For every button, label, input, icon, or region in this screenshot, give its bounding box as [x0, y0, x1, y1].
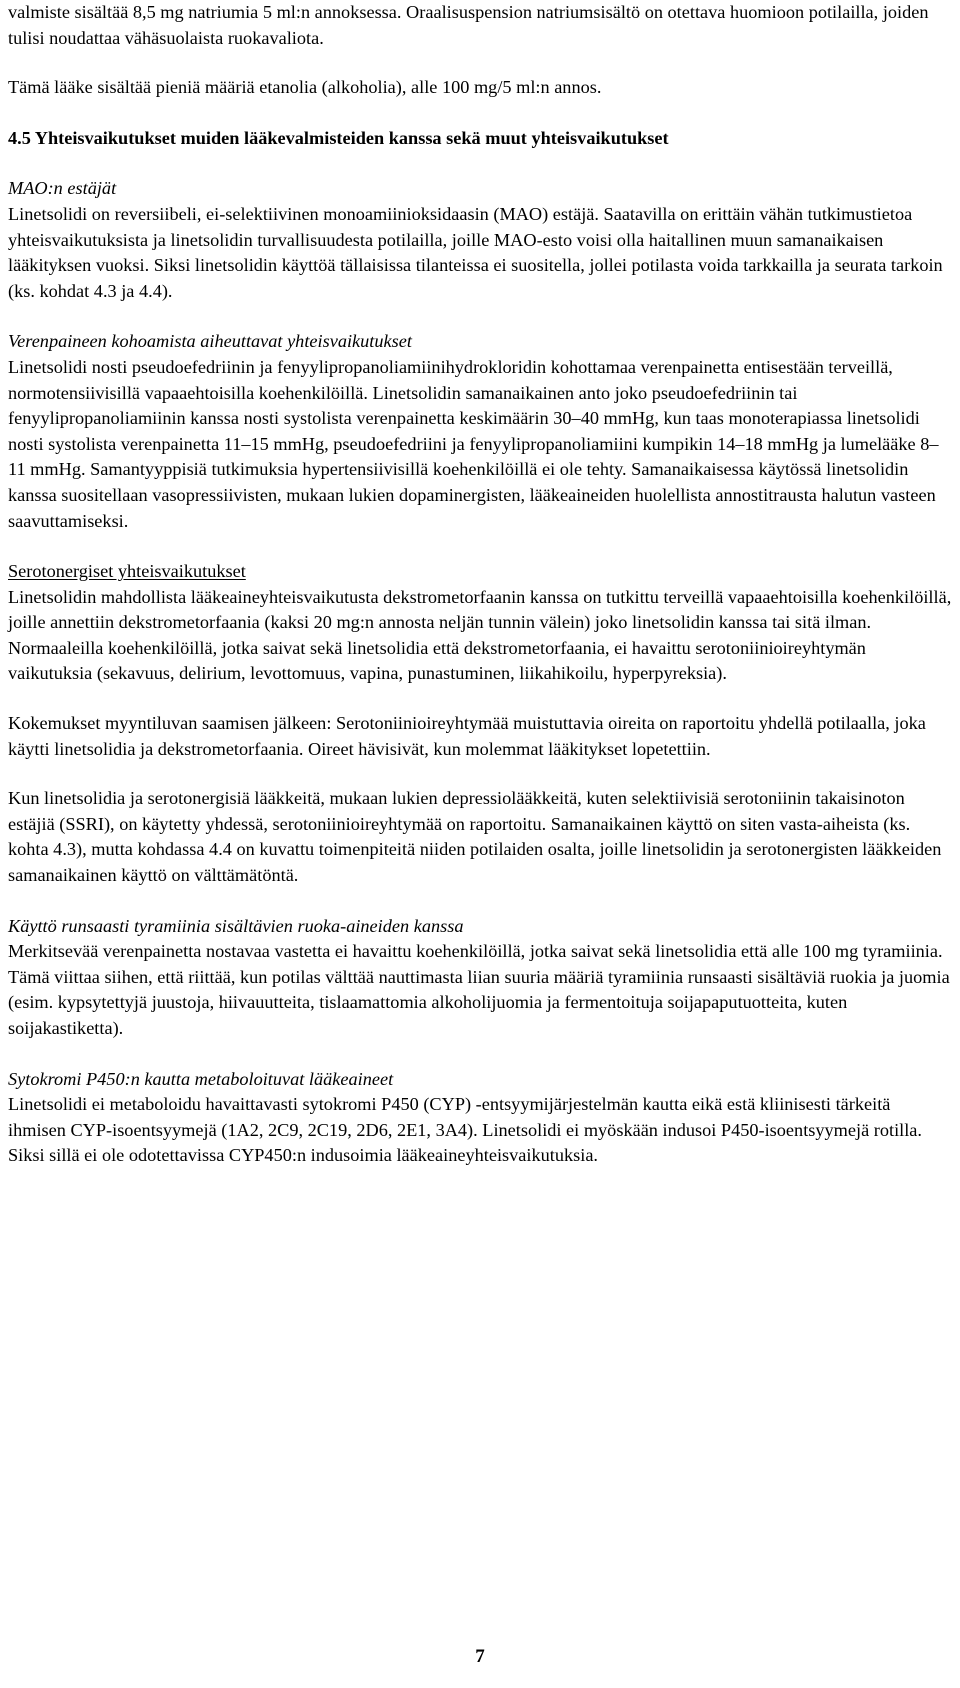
- subheading-pressor-interactions: Verenpaineen kohoamista aiheuttavat yhteisvaikutukset: [8, 331, 412, 352]
- subheading-tyramine-foods: Käyttö runsaasti tyramiinia sisältävien ruoka-aineiden kanssa: [8, 915, 464, 936]
- paragraph-ethanol-content: Tämä lääke sisältää pieniä määriä etanolia (alkoholia), alle 100 mg/5 ml:n annos.: [8, 77, 602, 98]
- paragraph-pressor-interactions: Linetsolidi nosti pseudoefedriinin ja fenyylipropanoliamiinihydrokloridin kohottamaa verenpainetta entisestään terveillä, normotensiivisillä vapaaehtoisilla koehenkilöillä. Linetsolidin samanaikainen anto joko pseudoefedriinin tai fenyylipropanoliamiinin kanssa nosti systolista verenpainetta keskimäärin 30–40 mmHg, kun taas monoterapiassa linetsolidi nosti systolista verenpainetta 11–15 mmHg, pseudoefedriini ja fenyylipropanoliamiini kumpikin 14–18 mmHg ja lumelääke 8–11 mmHg. Samantyyppisiä tutkimuksia hypertensiivisillä koehenkilöillä ei ole tehty. Samanaikaisessa käytössä linetsolidin kanssa suositellaan vasopressiivisten, mukaan lukien dopaminergisten, lääkeaineiden huolellista annostitrausta halutun vasteen saavuttamiseksi.: [8, 356, 939, 531]
- paragraph-postmarketing-experience: Kokemukset myyntiluvan saamisen jälkeen: Serotoniinioireyhtymää muistuttavia oireita on raportoitu yhdellä potilaalla, joka käytti linetsolidia ja dekstrometorfaania. Oireet hävisivät, kun molemmat lääkitykset lopetettiin.: [8, 713, 926, 759]
- subheading-cyp450-drugs: Sytokromi P450:n kautta metaboloituvat lääkeaineet: [8, 1068, 394, 1089]
- section-heading-4-5: 4.5 Yhteisvaikutukset muiden lääkevalmisteiden kanssa sekä muut yhteisvaikutukset: [8, 127, 669, 148]
- paragraph-mao-inhibitors: Linetsolidi on reversiibeli, ei-selektiivinen monoamiinioksidaasin (MAO) estäjä. Saatavilla on erittäin vähän tutkimustietoa yhteisvaikutuksista ja linetsolidin turvallisuudesta potilailla, joille MAO-esto voisi olla haitallinen muun samanaikaisen lääkityksen vuoksi. Siksi linetsolidin käyttöä tällaisissa tilanteissa ei suositella, jollei potilasta voida tarkkailla ja seurata tarkoin (ks. kohdat 4.3 ja 4.4).: [8, 203, 943, 301]
- subheading-serotonergic-interactions: Serotonergiset yhteisvaikutukset: [8, 561, 246, 582]
- page-number: 7: [475, 1646, 485, 1667]
- paragraph-serotonergic-interactions: Linetsolidin mahdollista lääkeaineyhteisvaikutusta dekstrometorfaanin kanssa on tutkittu terveillä vapaaehtoisilla koehenkilöillä, joille annettiin dekstrometorfaania (kaksi 20 mg:n annosta neljän tunnin välein) joko linetsolidin kanssa tai sitä ilman. Normaaleilla koehenkilöillä, jotka saivat sekä linetsolidia että dekstrometorfaania, ei havaittu serotoniinioireyhtymän vaikutuksia (sekavuus, delirium, levottomuus, vapina, punastuminen, liikahikoilu, hyperpyreksia).: [8, 586, 952, 684]
- paragraph-sodium-content: valmiste sisältää 8,5 mg natriumia 5 ml:n annoksessa. Oraalisuspension natriumsisältö on otettava huomioon potilailla, joiden tulisi noudattaa vähäsuolaista ruokavaliota.: [8, 2, 929, 48]
- document-page: [8, 0, 952, 1169]
- paragraph-cyp450-drugs: Linetsolidi ei metaboloidu havaittavasti sytokromi P450 (CYP) -entsyymijärjestelmän kautta eikä estä kliinisesti tärkeitä ihmisen CYP-isoentsyymejä (1A2, 2C9, 2C19, 2D6, 2E1, 3A4). Linetsolidi ei myöskään indusoi P450-isoentsyymejä rotilla. Siksi sillä ei ole odotettavissa CYP450:n indusoimia lääkeaineyhteisvaikutuksia.: [8, 1094, 922, 1166]
- paragraph-tyramine-foods: Merkitsevää verenpainetta nostavaa vastetta ei havaittu koehenkilöillä, jotka saivat sekä linetsolidia että alle 100 mg tyramiinia. Tämä viittaa siihen, että riittää, kun potilas välttää nauttimasta liian suuria määriä tyramiinia runsaasti sisältäviä ruokia ja juomia (esim. kypsytettyjä juustoja, hiivauutteita, tislaamattomia alkoholijuomia ja fermentoituja soijapaputuotteita, kuten soijakastiketta).: [8, 941, 950, 1038]
- subheading-mao-inhibitors: MAO:n estäjät: [8, 178, 117, 199]
- paragraph-ssri-use: Kun linetsolidia ja serotonergisiä lääkkeitä, mukaan lukien depressiolääkkeitä, kuten selektiivisiä serotoniinin takaisinoton estäjiä (SSRI), on käytetty yhdessä, serotoniinioireyhtymää on raportoitu. Samanaikainen käyttö on siten vasta-aiheista (ks. kohta 4.3), mutta kohdassa 4.4 on kuvattu toimenpiteitä niiden potilaiden osalta, joille linetsolidin ja serotonergisten lääkkeiden samanaikainen käyttö on välttämätöntä.: [8, 788, 942, 886]
